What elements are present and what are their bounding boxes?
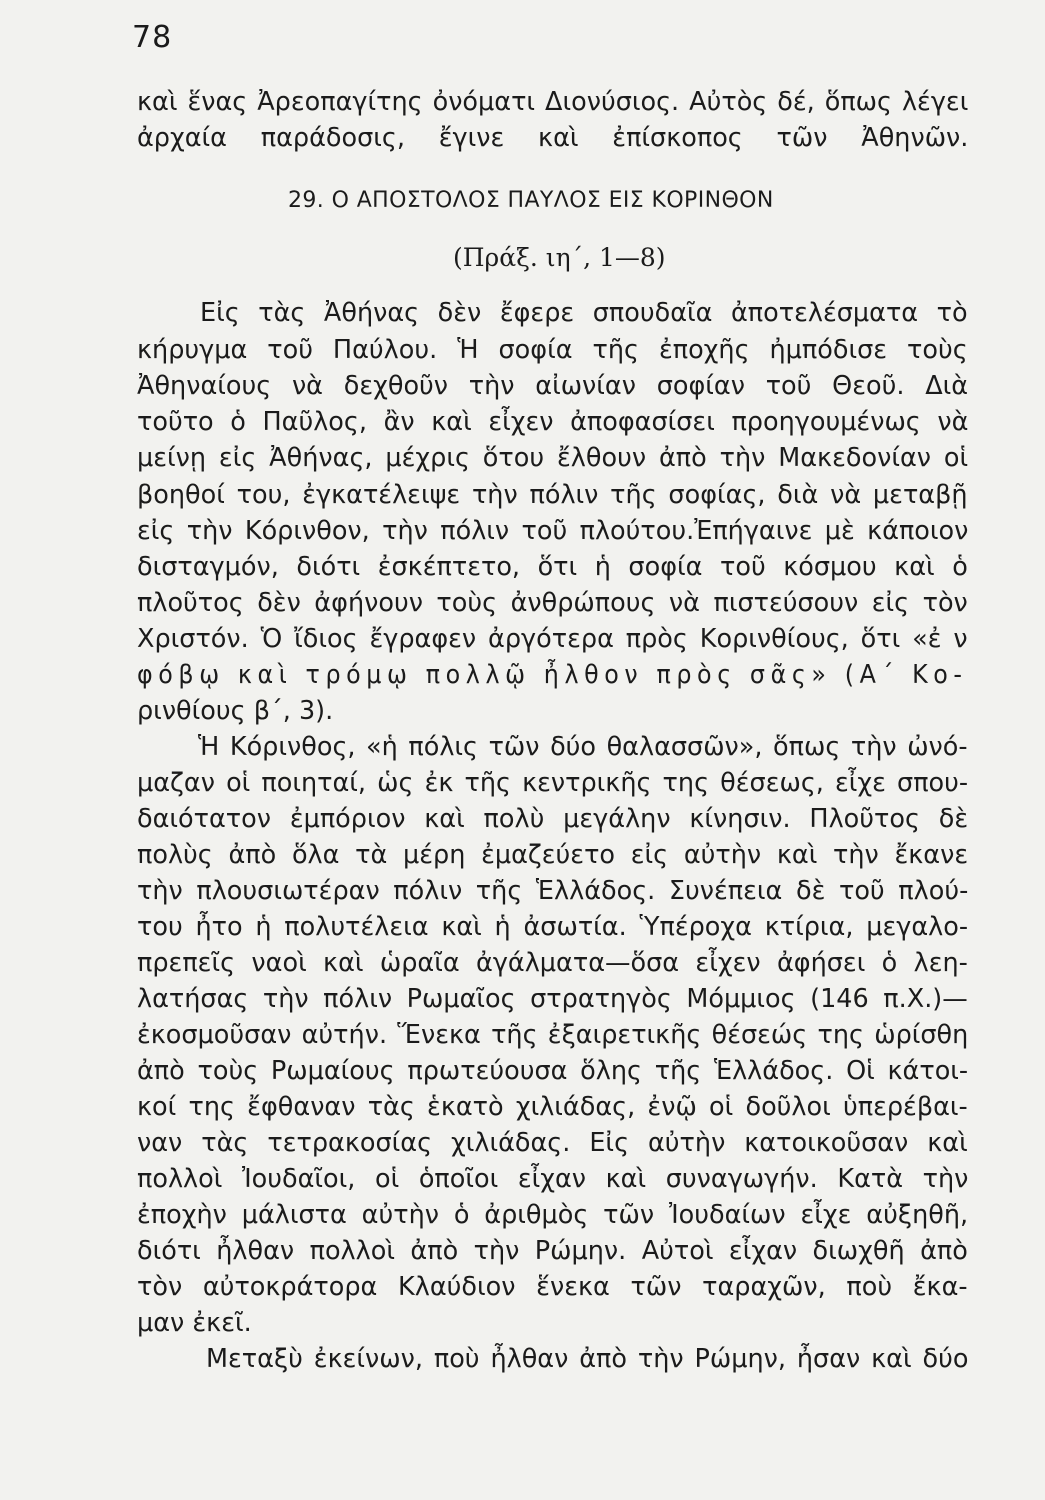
scripture-reference: (Πράξ. ιη΄, 1—8): [453, 243, 666, 272]
paragraph-line: ρινθίους β΄, 3).: [137, 696, 334, 726]
intro-line: καὶ ἕνας Ἀρεοπαγίτης ὀνόματι Διονύσιος. Αὐτὸς δέ, ὅπως λέγει: [137, 87, 969, 117]
paragraph-line: τὴν πλουσιωτέραν πόλιν τῆς Ἑλλάδος. Συνέπεια δὲ τοῦ πλού-: [137, 876, 969, 906]
paragraph-line: πρεπεῖς ναοὶ καὶ ὡραῖα ἀγάλματα—ὅσα εἶχεν ἀφήσει ὁ λεη-: [137, 948, 968, 978]
paragraph-line: πλοῦτος δὲν ἀφήνουν τοὺς ἀνθρώπους νὰ πιστεύσουν εἰς τὸν: [137, 588, 968, 618]
paragraph-line: τοῦτο ὁ Παῦλος, ἂν καὶ εἶχεν ἀποφασίσει προηγουμένως νὰ: [137, 407, 969, 437]
paragraph-line: του ἦτο ἡ πολυτέλεια καὶ ἡ ἀσωτία. Ὑπέροχα κτίρια, μεγαλο-: [137, 912, 969, 942]
paragraph-line: εἰς τὴν Κόρινθον, τὴν πόλιν τοῦ πλούτου.Ἐπήγαινε μὲ κάποιον: [137, 516, 969, 546]
paragraph-line: δισταγμόν, διότι ἐσκέπτετο, ὅτι ἡ σοφία τοῦ κόσμου καὶ ὁ: [137, 552, 968, 582]
intro-line: ἀρχαία παράδοσις, ἔγινε καὶ ἐπίσκοπος τῶν Ἀθηνῶν.: [137, 123, 969, 153]
paragraph-line: δαιότατον ἐμπόριον καὶ πολὺ μεγάλην κίνησιν. Πλοῦτος δὲ: [137, 804, 969, 834]
paragraph-line: ἐκοσμοῦσαν αὐτήν. Ἕνεκα τῆς ἐξαιρετικῆς θέσεώς της ὡρίσθη: [137, 1020, 969, 1050]
paragraph-line: ἐποχὴν μάλιστα αὐτὴν ὁ ἀριθμὸς τῶν Ἰουδαίων εἶχε αὐξηθῆ,: [137, 1200, 969, 1230]
paragraph-line: Ἡ Κόρινθος, «ἡ πόλις τῶν δύο θαλασσῶν», ὅπως τὴν ὠνό-: [198, 732, 968, 762]
paragraph-line: Χριστόν. Ὁ ἴδιος ἔγραφεν ἀργότερα πρὸς Κορινθίους, ὅτι «ἐ ν: [137, 624, 968, 654]
paragraph-line: ἀπὸ τοὺς Ρωμαίους πρωτεύουσα ὅλης τῆς Ἑλλάδος. Οἱ κάτοι-: [137, 1056, 969, 1086]
paragraph-line: κήρυγμα τοῦ Παύλου. Ἡ σοφία τῆς ἐποχῆς ἠμπόδισε τοὺς: [137, 335, 968, 365]
paragraph-line: λατήσας τὴν πόλιν Ρωμαῖος στρατηγὸς Μόμμιος (146 π.Χ.)—: [137, 984, 968, 1014]
paragraph-line: μαν ἐκεῖ.: [137, 1308, 252, 1338]
paragraph-line: μαζαν οἱ ποιηταί, ὡς ἐκ τῆς κεντρικῆς της θέσεως, εἶχε σπου-: [137, 768, 969, 798]
paragraph-line: πολὺς ἀπὸ ὅλα τὰ μέρη ἐμαζεύετο εἰς αὐτὴν καὶ τὴν ἔκανε: [137, 840, 969, 870]
paragraph-line: διότι ἦλθαν πολλοὶ ἀπὸ τὴν Ρώμην. Αὐτοὶ εἶχαν διωχθῆ ἀπὸ: [137, 1236, 968, 1266]
paragraph-line: Μεταξὺ ἐκείνων, ποὺ ἦλθαν ἀπὸ τὴν Ρώμην, ἦσαν καὶ δύο: [206, 1344, 969, 1374]
paragraph-line: Εἰς τὰς Ἀθήνας δὲν ἔφερε σπουδαῖα ἀποτελέσματα τὸ: [200, 298, 968, 328]
paragraph-line: πολλοὶ Ἰουδαῖοι, οἱ ὁποῖοι εἶχαν καὶ συναγωγήν. Κατὰ τὴν: [137, 1164, 969, 1194]
paragraph-line: κοί της ἔφθαναν τὰς ἑκατὸ χιλιάδας, ἐνῷ οἱ δοῦλοι ὑπερέβαι-: [137, 1092, 968, 1122]
paragraph-line: μείνῃ εἰς Ἀθήνας, μέχρις ὅτου ἔλθουν ἀπὸ τὴν Μακεδονίαν οἱ: [137, 443, 969, 473]
paragraph-line: Ἀθηναίους νὰ δεχθοῦν τὴν αἰωνίαν σοφίαν τοῦ Θεοῦ. Διὰ: [137, 371, 969, 401]
section-heading: 29. Ο ΑΠΟΣΤΟΛΟΣ ΠΑΥΛΟΣ ΕΙΣ ΚΟΡΙΝΘΟΝ: [288, 188, 774, 213]
paragraph-line: τὸν αὐτοκράτορα Κλαύδιον ἕνεκα τῶν ταραχῶν, ποὺ ἔκα-: [137, 1272, 968, 1302]
page-number: 78: [132, 20, 173, 55]
paragraph-line: ναν τὰς τετρακοσίας χιλιάδας. Εἰς αὐτὴν κατοικοῦσαν καὶ: [137, 1128, 968, 1158]
paragraph-line: βοηθοί του, ἐγκατέλειψε τὴν πόλιν τῆς σοφίας, διὰ νὰ μεταβῇ: [137, 480, 968, 510]
paragraph-line: φόβῳ καὶ τρόμῳ πολλῷ ἦλθον πρὸς σᾶς» (Α΄ Κο-: [137, 660, 968, 690]
